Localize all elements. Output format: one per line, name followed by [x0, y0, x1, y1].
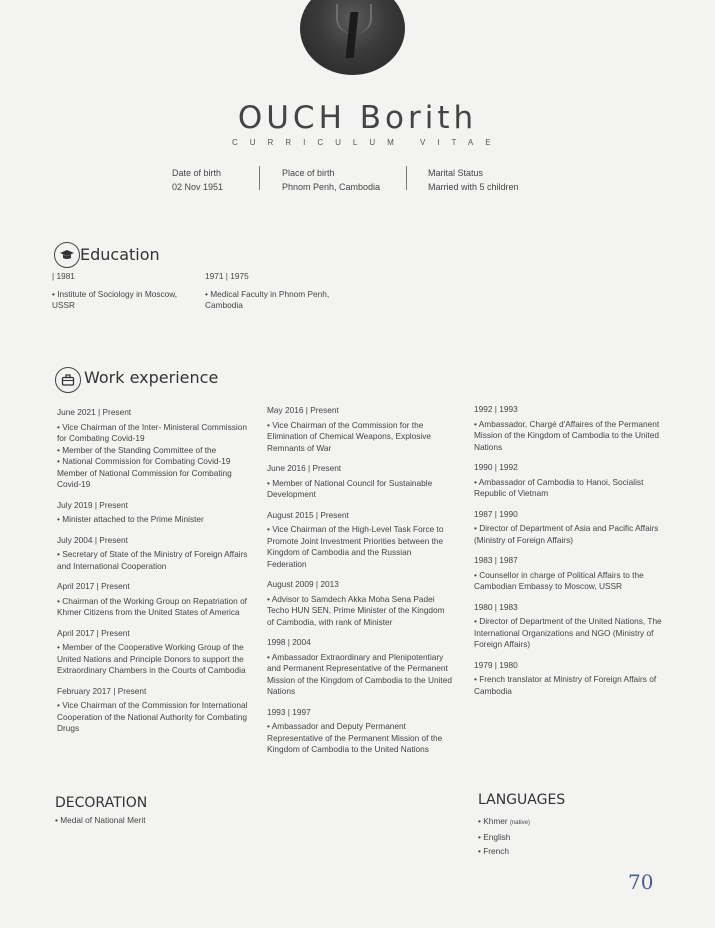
decoration-item: • Medal of National Merit [55, 815, 146, 825]
work-text: • Member of National Council for Sustainable Development [267, 477, 433, 499]
education-title: Education [80, 245, 160, 264]
work-item [57, 407, 253, 491]
work-text: • Chairman of the Working Group on Repatriation of Khmer Citizens from the United States of America [57, 595, 247, 617]
work-item [267, 510, 452, 571]
language-note: (native) [509, 820, 530, 826]
work-column-3 [474, 404, 664, 706]
language-item [478, 830, 530, 844]
education-date: 1971 | 1975 [205, 271, 249, 281]
education-text: • Institute of Sociology in Moscow, USSR [52, 288, 178, 310]
work-item [57, 500, 253, 526]
work-date: 1980 | 1983 [474, 601, 518, 612]
work-item [267, 463, 452, 501]
work-text: • Vice Chairman of the Commission for the Elimination of Chemical Weapons, Explosive Remnants of War [267, 419, 432, 453]
marital-status-block [428, 166, 519, 194]
work-text: • Director of Department of the United Nations, The International Organizations and NGO (Ministry of Foreign Affairs) [474, 616, 662, 649]
marital-status-value: Married with 5 children [428, 182, 519, 192]
work-text: • Vice Chairman of the Commission for International Cooperation of the National Authority for Combating Drugs [57, 700, 248, 733]
work-item [474, 509, 664, 547]
work-item [474, 462, 664, 500]
work-text: • Advisor to Samdech Akka Moha Sena Padei Techo HUN SEN, Prime Minister of the Kingdom of Cambodia, with rank of Minister [267, 593, 445, 627]
work-text: • Director of Department of Asia and Pacific Affairs (Ministry of Foreign Affairs) [474, 523, 659, 545]
work-date: June 2021 | Present [57, 407, 132, 417]
work-item [474, 404, 664, 453]
work-text: • Ambassador, Chargé d'Affaires of the Permanent Mission of the Kingdom of Cambodia to the United Nations [474, 418, 660, 452]
work-date: 1987 | 1990 [474, 508, 518, 519]
birth-date-block [172, 166, 223, 194]
education-date: | 1981 [52, 271, 75, 281]
work-item [57, 535, 253, 573]
work-item [57, 628, 253, 677]
work-date: 1990 | 1992 [474, 462, 518, 472]
work-date: June 2016 | Present [267, 463, 342, 473]
work-date: 1979 | 1980 [474, 659, 518, 670]
work-text: • Counsellor in charge of Political Affairs to the Cambodian Embassy to Moscow, USSR [474, 569, 644, 591]
work-date: 1998 | 2004 [267, 637, 311, 647]
work-item [474, 602, 664, 651]
birth-place-block [282, 166, 380, 194]
work-date: May 2016 | Present [267, 405, 339, 415]
work-item [267, 637, 452, 698]
work-date: 1993 | 1997 [267, 706, 311, 717]
language-item [478, 844, 530, 858]
person-name: OUCH Borith [237, 100, 478, 136]
work-text: • Member of the Cooperative Working Group of the United Nations and Principle Donors to support the Extraordinary Chambers in the Courts of Cambodia [57, 642, 246, 675]
briefcase-icon [55, 367, 81, 393]
work-date: August 2015 | Present [267, 509, 349, 520]
work-date: February 2017 | Present [57, 685, 147, 696]
cv-subtitle: CURRICULUM VITAE [232, 138, 503, 147]
work-date: 1983 | 1987 [474, 555, 518, 565]
profile-photo [300, 0, 405, 75]
languages-list [478, 814, 530, 858]
work-item [267, 707, 452, 756]
work-text: • Vice Chairman of the Inter- Ministeral Commission for Combating Covid-19 • Member of the Standing Committee of the • National Commission for Combating Covid-19 Member of National Commission for Combating Covid-19 [57, 421, 247, 489]
work-date: April 2017 | Present [57, 627, 130, 638]
language-name: • English [478, 832, 511, 842]
work-item [267, 405, 452, 454]
birth-date-value: 02 Nov 1951 [172, 182, 224, 192]
birth-place-value: Phnom Penh, Cambodia [282, 182, 381, 192]
education-text: • Medical Faculty in Phnom Penh, Cambodia [205, 288, 330, 310]
birth-place-label: Place of birth [282, 168, 335, 178]
birth-date-label: Date of birth [172, 168, 222, 178]
work-item [474, 660, 664, 698]
work-text: • Secretary of State of the Ministry of Foreign Affairs and International Cooperation [57, 549, 248, 571]
language-item [478, 814, 530, 830]
work-column-2 [267, 405, 452, 765]
work-text: • Ambassador of Cambodia to Hanoi, Socialist Republic of Vietnam [474, 476, 644, 498]
work-text: • Minister attached to the Prime Minister [57, 514, 204, 524]
work-date: July 2004 | Present [57, 534, 128, 545]
work-title: Work experience [84, 368, 219, 387]
work-item [57, 581, 253, 619]
work-item [474, 555, 664, 593]
work-text: • Ambassador Extraordinary and Plenipotentiary and Permanent Representative of the Permanent Mission of the Kingdom of Cambodia to the United Nations [267, 651, 452, 696]
work-date: July 2019 | Present [57, 499, 128, 510]
language-name: • Khmer [478, 816, 508, 826]
education-item [205, 271, 345, 312]
work-item [57, 686, 253, 735]
work-column-1 [57, 407, 253, 744]
work-text: • French translator at Ministry of Foreign Affairs of Cambodia [474, 674, 657, 696]
graduation-cap-icon [54, 242, 80, 268]
language-name: • French [478, 846, 510, 856]
work-text: • Vice Chairman of the High-Level Task Force to Promote Joint Investment Priorities between the Kingdom of Cambodia and the Russian Federation [267, 524, 444, 569]
work-item [267, 579, 452, 628]
languages-title: LANGUAGES [478, 792, 566, 808]
work-date: 1992 | 1993 [474, 404, 518, 414]
info-divider [406, 166, 407, 190]
work-date: April 2017 | Present [57, 581, 130, 591]
page-number: 70 [628, 870, 654, 894]
work-date: August 2009 | 2013 [267, 579, 339, 589]
decoration-title: DECORATION [55, 795, 148, 811]
marital-status-label: Marital Status [428, 168, 484, 178]
education-item [52, 271, 192, 312]
work-text: • Ambassador and Deputy Permanent Representative of the Permanent Mission of the Kingdom of Cambodia to the United Nations [267, 721, 443, 754]
info-divider [259, 166, 260, 190]
